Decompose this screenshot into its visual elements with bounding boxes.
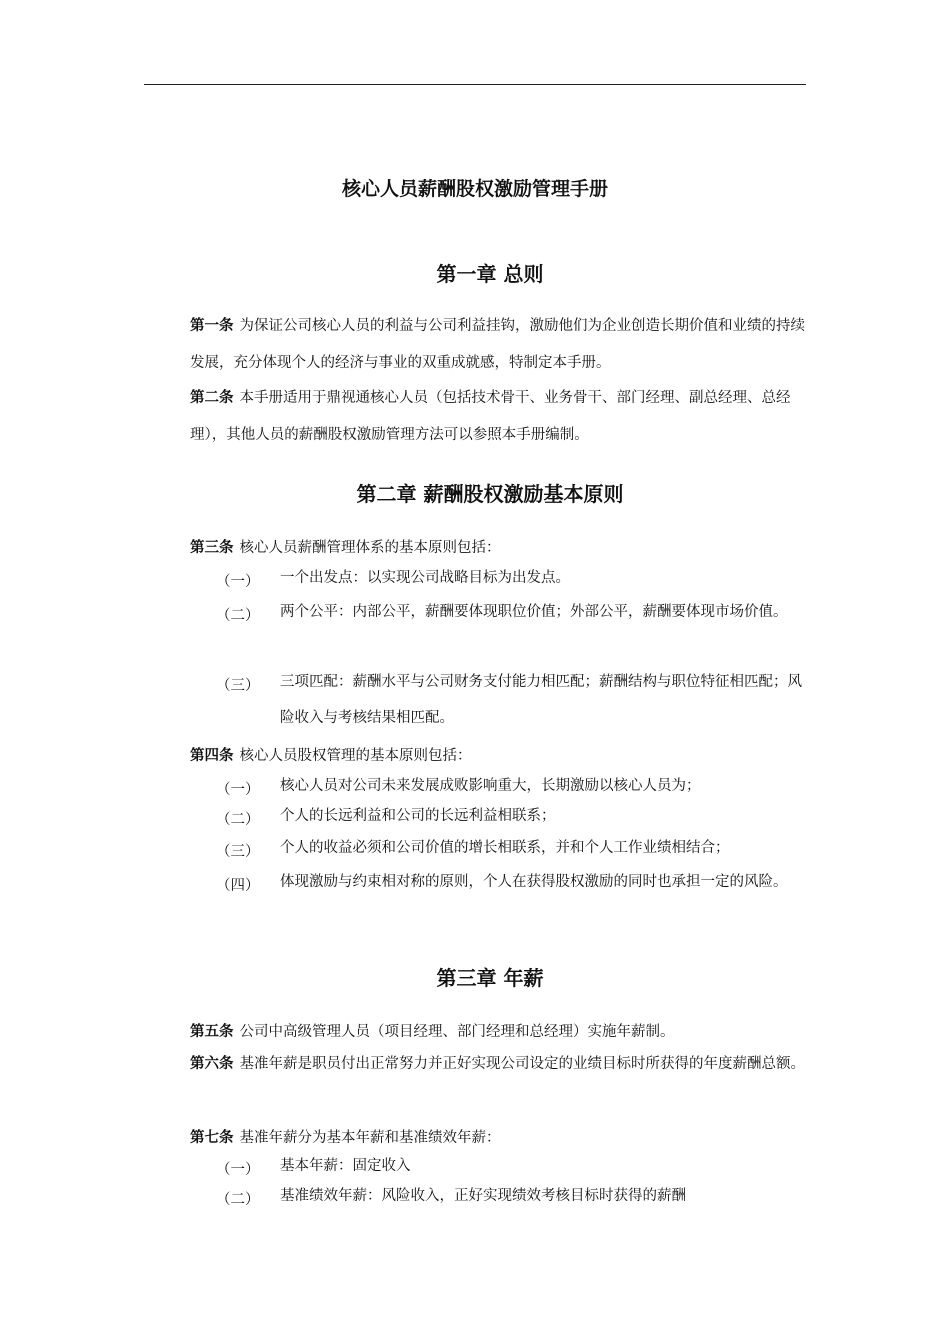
article-4-text: 核心人员股权管理的基本原则包括： (239, 748, 472, 764)
document-title: 核心人员薪酬股权激励管理手册 (341, 178, 608, 200)
item-text: 两个公平：内部公平，薪酬要体现职位价值；外部公平，薪酬要体现市场价值。 (280, 604, 788, 620)
article-2-text: 本手册适用于鼎视通核心人员（包括技术骨干、业务骨干、部门经理、副总经理、总经理），其他人员的薪酬股权激励管理方法可以参照本手册编制。 (190, 390, 791, 443)
chapter-1-heading: 第一章 总则 (436, 262, 544, 286)
item-marker: （二） (216, 812, 260, 828)
article-2 (144, 380, 810, 454)
item-marker: （一） (216, 1162, 260, 1178)
item-marker: （一） (216, 782, 260, 798)
article-5-text: 公司中高级管理人员（项目经理、部门经理和总经理）实施年薪制。 (239, 1024, 675, 1040)
article-5 (190, 1020, 675, 1041)
item-text: 个人的收益必须和公司价值的增长相联系，并和个人工作业绩相结合； (280, 840, 730, 856)
article-2-number: 第二条 (190, 390, 234, 406)
item-marker: （二） (216, 1192, 260, 1208)
item-text: 三项匹配：薪酬水平与公司财务支付能力相匹配；薪酬结构与职位特征相匹配；风险收入与考核结果相匹配。 (280, 674, 802, 726)
item-text: 一个出发点：以实现公司战略目标为出发点。 (280, 570, 570, 586)
item-marker: （三） (216, 844, 260, 860)
article-4 (190, 744, 472, 765)
article-6 (144, 1046, 810, 1083)
article-7-number: 第七条 (190, 1130, 234, 1146)
item-text: 基准绩效年薪：风险收入，正好实现绩效考核目标时获得的薪酬 (280, 1188, 686, 1204)
article-6-text: 基准年薪是职员付出正常努力并正好实现公司设定的业绩目标时所获得的年度薪酬总额。 (239, 1056, 805, 1072)
item-text: 基本年薪：固定收入 (280, 1158, 411, 1174)
article-1-number: 第一条 (190, 318, 234, 334)
item-marker: （一） (216, 574, 260, 590)
item-marker: （四） (216, 878, 260, 894)
header-rule (144, 84, 806, 85)
article-1-text: 为保证公司核心人员的利益与公司利益挂钩，激励他们为企业创造长期价值和业绩的持续发展，充分体现个人的经济与事业的双重成就感，特制定本手册。 (190, 318, 805, 371)
article-1 (144, 308, 810, 382)
article-4-number: 第四条 (190, 748, 234, 764)
item-text: 个人的长远利益和公司的长远利益相联系； (280, 808, 556, 824)
item-text: 核心人员对公司未来发展成败影响重大，长期激励以核心人员为； (280, 778, 701, 794)
item-text: 体现激励与约束相对称的原则，个人在获得股权激励的同时也承担一定的风险。 (280, 874, 788, 890)
article-7 (190, 1126, 501, 1147)
article-7-text: 基准年薪分为基本年薪和基准绩效年薪： (239, 1130, 501, 1146)
article-3-number: 第三条 (190, 540, 234, 556)
item-marker: （二） (216, 608, 260, 624)
chapter-3-heading: 第三章 年薪 (436, 966, 544, 990)
article-6-number: 第六条 (190, 1056, 234, 1072)
chapter-2-heading: 第二章 薪酬股权激励基本原则 (356, 482, 624, 506)
article-3-text: 核心人员薪酬管理体系的基本原则包括： (239, 540, 501, 556)
article-5-number: 第五条 (190, 1024, 234, 1040)
article-3 (190, 536, 501, 557)
item-marker: （三） (216, 678, 260, 694)
